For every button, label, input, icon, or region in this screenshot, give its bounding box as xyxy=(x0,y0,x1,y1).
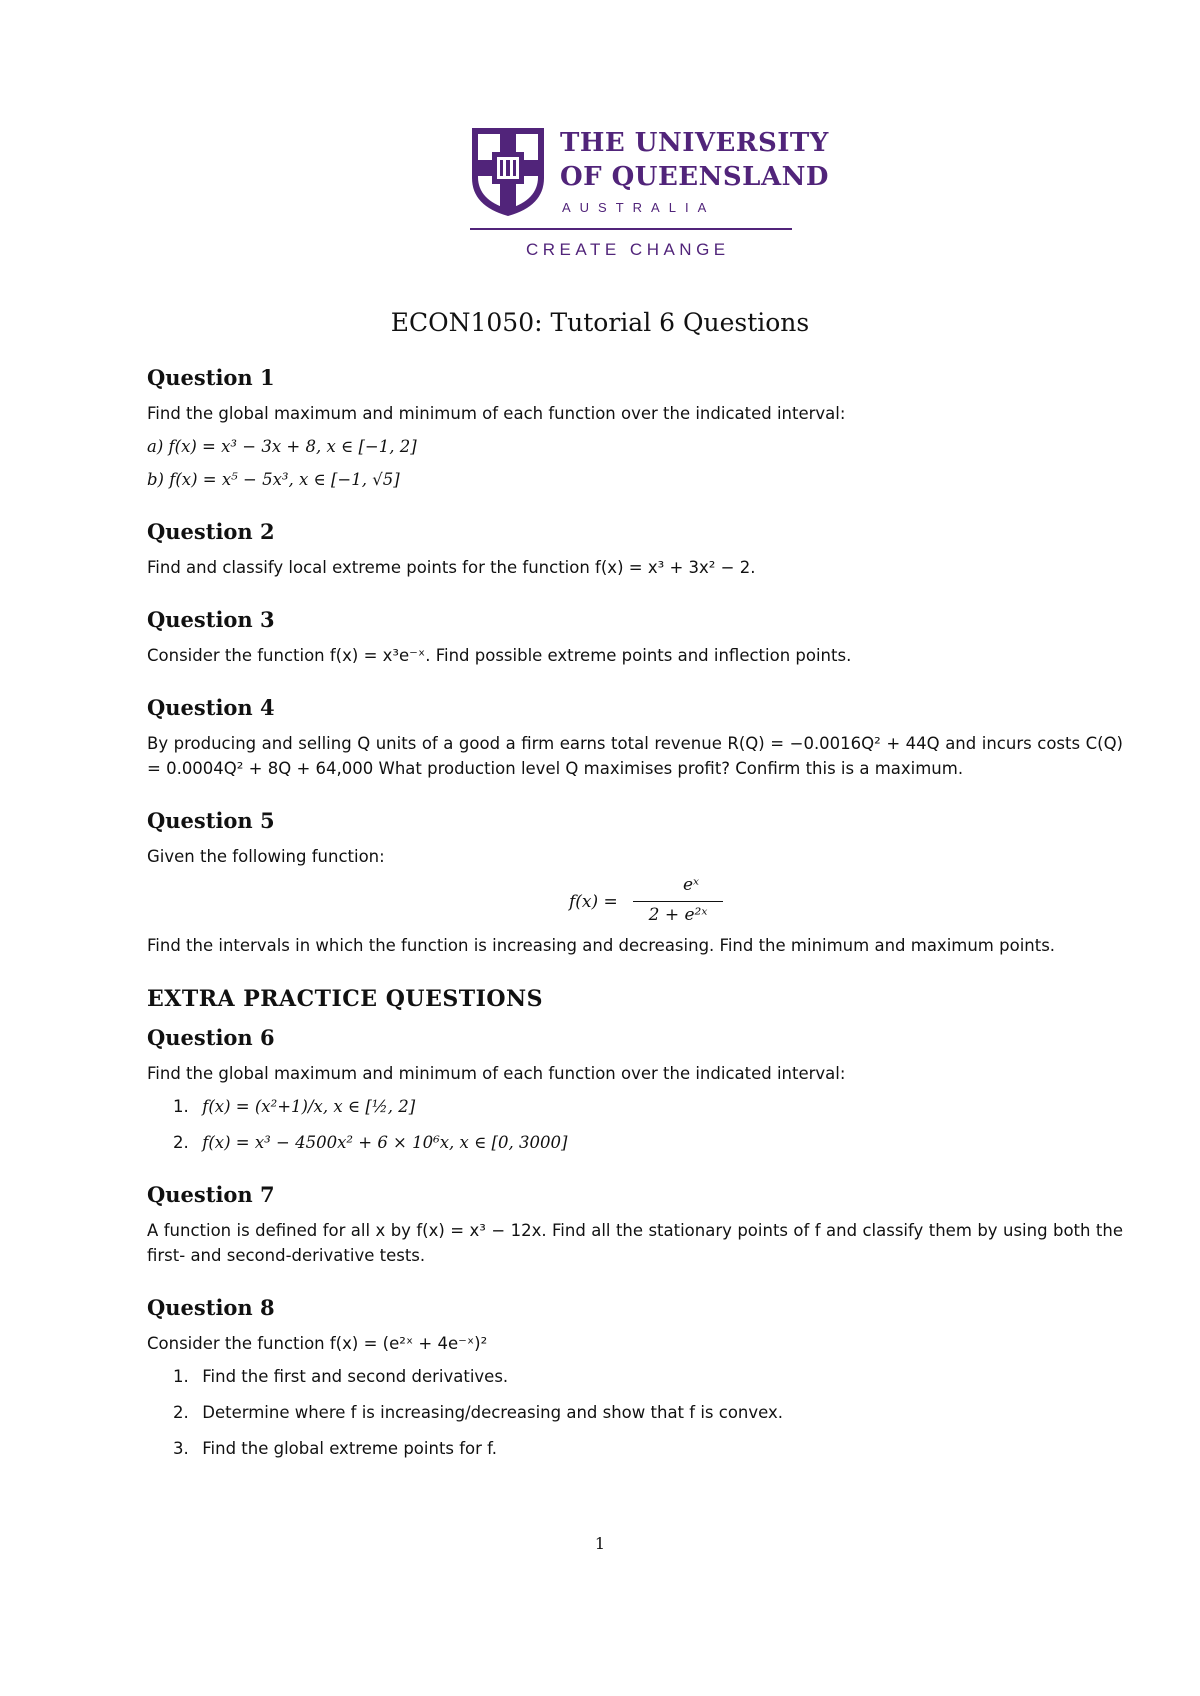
display-formula xyxy=(147,877,1123,927)
list-number: 3. xyxy=(173,1439,189,1458)
page-number: 1 xyxy=(594,1534,606,1553)
question-heading: Question 6 xyxy=(147,1025,275,1050)
university-tagline: CREATE CHANGE xyxy=(526,240,730,259)
question-intro: Consider the function f(x) = (e²ˣ + 4e⁻ˣ)² xyxy=(147,1334,488,1353)
logo-divider xyxy=(470,228,792,230)
formula-lhs: f(x) = xyxy=(569,892,618,912)
question-6 xyxy=(147,1025,1123,1155)
list-number: 2. xyxy=(173,1403,189,1422)
question-4 xyxy=(147,695,1123,781)
question-heading: Question 3 xyxy=(147,607,275,632)
list-item xyxy=(147,1436,1123,1461)
university-logo xyxy=(470,126,829,266)
list-number: 1. xyxy=(173,1097,189,1116)
document-title: ECON1050: Tutorial 6 Questions xyxy=(390,308,810,337)
formula-denominator: 2 + e²ˣ xyxy=(648,905,708,925)
question-part: a) f(x) = x³ − 3x + 8, x ∈ [−1, 2] xyxy=(147,437,417,456)
question-text: Find the intervals in which the function is increasing and decreasing. Find the minimum and maximum points. xyxy=(147,936,1056,955)
document-body xyxy=(147,365,1123,1488)
question-part: b) f(x) = x⁵ − 5x³, x ∈ [−1, √5] xyxy=(147,470,400,489)
question-8 xyxy=(147,1295,1123,1461)
question-heading: Question 1 xyxy=(147,365,275,390)
question-heading: Question 4 xyxy=(147,695,275,720)
crest-icon xyxy=(470,126,546,218)
question-1 xyxy=(147,365,1123,492)
fraction-bar xyxy=(633,901,723,902)
question-intro: Given the following function: xyxy=(147,847,385,866)
extra-practice-heading: EXTRA PRACTICE QUESTIONS xyxy=(147,986,544,1012)
university-name-line2: OF QUEENSLAND xyxy=(560,162,829,192)
list-item xyxy=(147,1130,1123,1155)
question-heading: Question 2 xyxy=(147,519,275,544)
question-text: By producing and selling Q units of a good a firm earns total revenue R(Q) = −0.0016Q² + 44Q and incurs costs C(Q) = 0.0004Q² + 8Q + 64,000 What production level Q maximises profit? Confirm this is a maximum. xyxy=(147,734,1123,778)
question-heading: Question 7 xyxy=(147,1182,275,1207)
university-name-line1: THE UNIVERSITY xyxy=(560,128,829,158)
question-2 xyxy=(147,519,1123,580)
formula-numerator: eˣ xyxy=(682,875,700,895)
list-item xyxy=(147,1094,1123,1119)
question-intro: Find the global maximum and minimum of each function over the indicated interval: xyxy=(147,1064,846,1083)
list-text: Determine where f is increasing/decreasing and show that f is convex. xyxy=(202,1403,784,1422)
list-item xyxy=(147,1364,1123,1389)
question-text: Consider the function f(x) = x³e⁻ˣ. Find possible extreme points and inflection points. xyxy=(147,646,852,665)
list-text: Find the first and second derivatives. xyxy=(202,1367,509,1386)
question-text: A function is defined for all x by f(x) = x³ − 12x. Find all the stationary points of f and classify them by using both the first- and second-derivative tests. xyxy=(147,1221,1123,1265)
list-text: f(x) = x³ − 4500x² + 6 × 10⁶x, x ∈ [0, 3000] xyxy=(202,1133,568,1152)
question-intro: Find the global maximum and minimum of each function over the indicated interval: xyxy=(147,404,846,423)
question-3 xyxy=(147,607,1123,668)
question-heading: Question 5 xyxy=(147,808,275,833)
question-7 xyxy=(147,1182,1123,1268)
university-country: AUSTRALIA xyxy=(562,200,716,215)
question-heading: Question 8 xyxy=(147,1295,275,1320)
list-item xyxy=(147,1400,1123,1425)
question-5 xyxy=(147,808,1123,958)
list-text: f(x) = (x²+1)/x, x ∈ [½, 2] xyxy=(202,1097,416,1116)
list-text: Find the global extreme points for f. xyxy=(202,1439,498,1458)
list-number: 2. xyxy=(173,1133,189,1152)
question-text: Find and classify local extreme points for the function f(x) = x³ + 3x² − 2. xyxy=(147,558,756,577)
list-number: 1. xyxy=(173,1367,189,1386)
